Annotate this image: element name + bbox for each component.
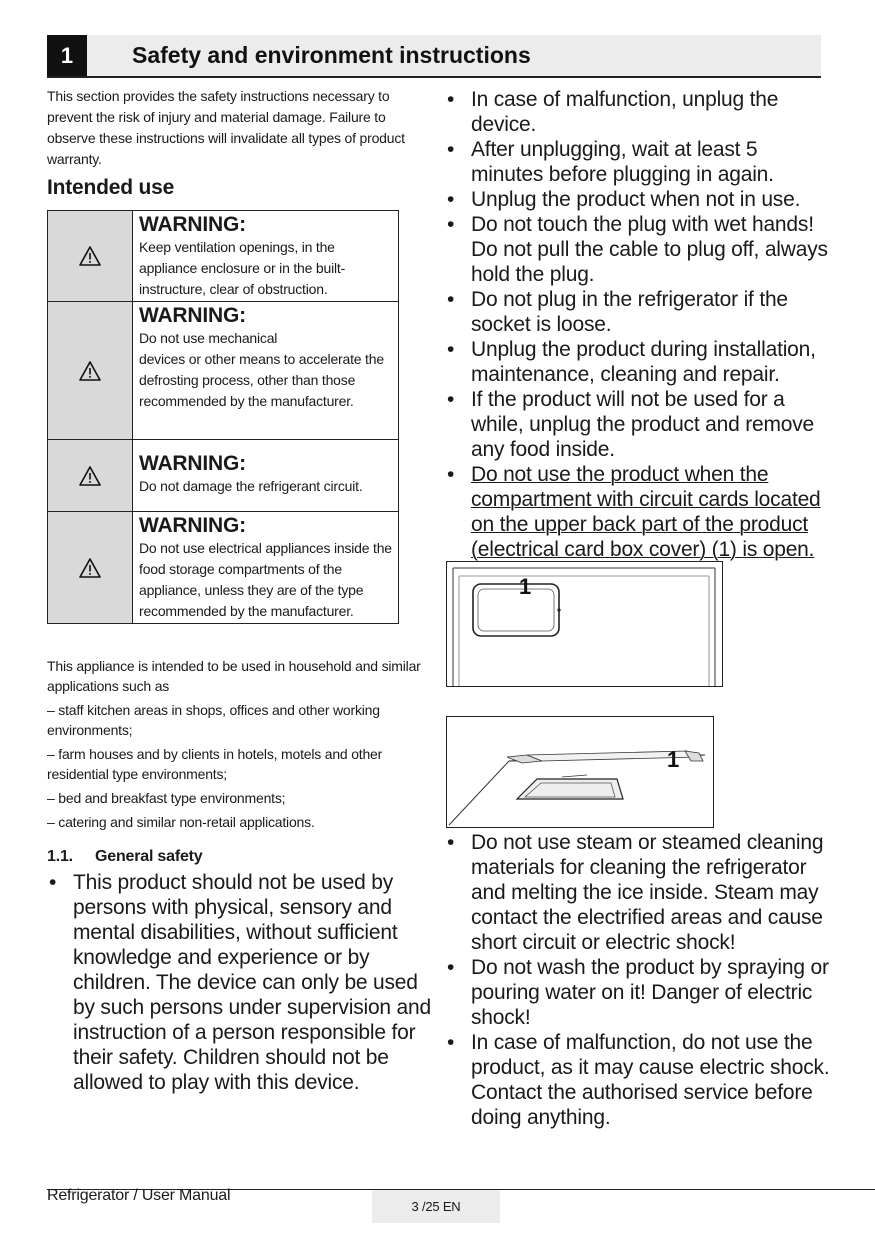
general-safety-heading <box>47 848 202 866</box>
general-safety-number: 1.1. <box>47 848 73 865</box>
figure-callout-label: 1 <box>519 574 532 599</box>
list-item: • Unplug the product during installation, maintenance, cleaning and repair. <box>445 337 830 387</box>
warning-title: WARNING: <box>139 213 246 236</box>
warning-text: Do not use mechanical <box>139 330 278 346</box>
list-item: • Do not use the product when the compartment with circuit cards located on the upper back part of the product (electrical card box cover) (1) is open. <box>445 462 830 562</box>
usage-line: This appliance is intended to be used in household and similar applications such as <box>47 658 421 694</box>
warning-text: Do not use electrical appliances inside the food storage compartments of the appliance, unless they are of the type recommended by the manufacturer. <box>139 540 392 619</box>
list-item: • In case of malfunction, unplug the device. <box>445 87 830 137</box>
figure-callout-label: 1 <box>667 747 680 772</box>
warning-table <box>47 210 399 624</box>
safety-list-bottom <box>445 830 830 1130</box>
usage-line: – catering and similar non-retail applications. <box>47 814 315 830</box>
list-item: • Unplug the product when not in use. <box>445 187 830 212</box>
section-title: Safety and environment instructions <box>132 42 531 68</box>
warning-icon <box>48 211 133 301</box>
list-item: • In case of malfunction, do not use the product, as it may cause electric shock. Contact the authorised service before doing anything. <box>445 1030 830 1130</box>
list-item: • After unplugging, wait at least 5 minutes before plugging in again. <box>445 137 830 187</box>
warning-icon <box>48 512 133 623</box>
general-safety-list <box>47 870 432 1095</box>
warning-row <box>48 439 398 511</box>
intended-use-heading: Intended use <box>47 176 175 199</box>
list-item: • Do not plug in the refrigerator if the socket is loose. <box>445 287 830 337</box>
list-item: • Do not use steam or steamed cleaning materials for cleaning the refrigerator and melting the ice inside. Steam may contact the electrified areas and cause short circuit or electric shock! <box>445 830 830 955</box>
safety-list-top <box>445 87 830 562</box>
general-safety-title: General safety <box>95 848 203 865</box>
usage-line: – farm houses and by clients in hotels, motels and other residential type environments; <box>47 746 383 782</box>
warning-row <box>48 211 398 301</box>
page-number: 3 /25 EN <box>372 1190 500 1223</box>
list-item: • If the product will not be used for a while, unplug the product and remove any food inside. <box>445 387 830 462</box>
list-item: • Do not touch the plug with wet hands! Do not pull the cable to plug off, always hold the plug. <box>445 212 830 287</box>
warning-row <box>48 511 398 623</box>
card-box-perspective-illustration <box>446 716 714 828</box>
warning-title: WARNING: <box>139 452 246 475</box>
warning-text: devices or other means to accelerate the defrosting process, other than those recommended by the manufacturer. <box>139 351 384 409</box>
intro-paragraph: This section provides the safety instructions necessary to prevent the risk of injury and material damage. Failure to observe these instructions will invalidate all types of product warranty. <box>47 88 405 167</box>
warning-title: WARNING: <box>139 304 246 327</box>
section-number: 1 <box>47 35 87 76</box>
section-header <box>47 35 821 78</box>
warning-text: Keep ventilation openings, in the appliance enclosure or in the built-instructure, clear of obstruction. <box>139 239 346 297</box>
list-item: • This product should not be used by persons with physical, sensory and mental disabilities, without sufficient knowledge and experience or by children. The device can only be used by such persons under supervision and instruction of a person responsible for their safety. Children should not be allowed to play with this device. <box>47 870 432 1095</box>
footer-document-title: Refrigerator / User Manual <box>47 1187 231 1204</box>
list-item: • Do not wash the product by spraying or pouring water on it! Danger of electric shock! <box>445 955 830 1030</box>
card-box-illustration <box>446 561 723 687</box>
usage-line: – bed and breakfast type environments; <box>47 790 286 806</box>
warning-title: WARNING: <box>139 514 246 537</box>
usage-line: – staff kitchen areas in shops, offices and other working environments; <box>47 702 380 738</box>
usage-list <box>47 656 427 836</box>
warning-icon <box>48 440 133 511</box>
warning-row <box>48 301 398 439</box>
warning-icon <box>48 302 133 439</box>
warning-text: Do not damage the refrigerant circuit. <box>139 478 363 494</box>
